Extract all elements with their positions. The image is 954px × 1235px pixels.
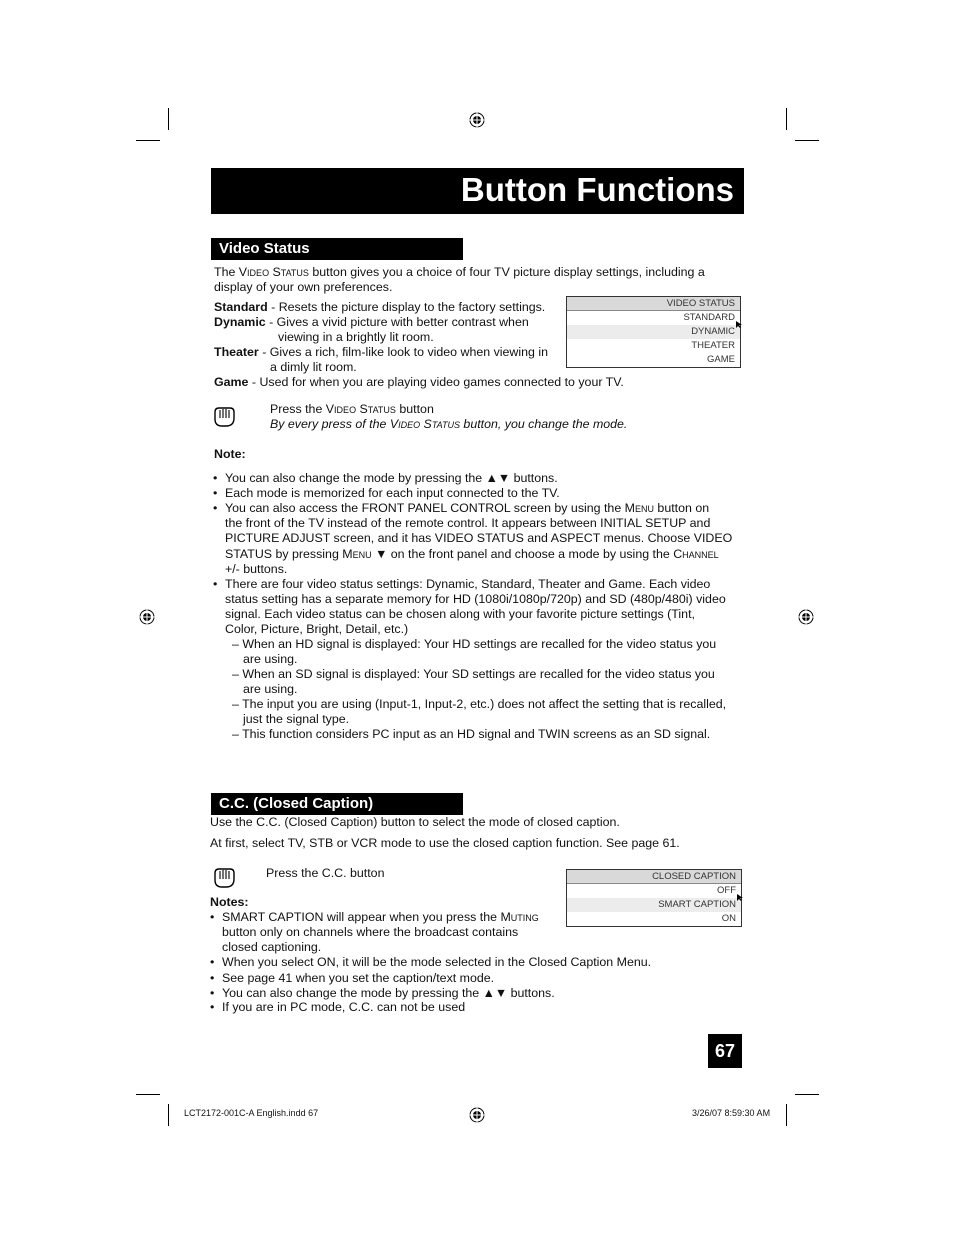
closed-caption-menu xyxy=(566,869,742,927)
note-item-line: button only on channels where the broadcast contains xyxy=(222,925,519,939)
note-item-line: +/- buttons. xyxy=(225,562,288,576)
video-status-intro: The Video Status button gives you a choice of four TV picture display settings, including a xyxy=(214,265,705,279)
bullet: • xyxy=(210,910,215,924)
note-item-line: Color, Picture, Bright, Detail, etc.) xyxy=(225,622,409,636)
press-video-status-instruction: Press the Video Status button xyxy=(270,402,434,416)
note-item: If you are in PC mode, C.C. can not be used xyxy=(222,1000,466,1014)
note-item: SMART CAPTION will appear when you press the Muting xyxy=(222,910,539,924)
note-item-line: STATUS by pressing Menu ▼ on the front panel and choose a mode by using the Channel xyxy=(225,547,719,561)
note-item-line: status setting has a separate memory for HD (1080i/1080p/720p) and SD (480p/480i) video xyxy=(225,592,726,606)
crop-mark xyxy=(168,1104,169,1126)
crop-mark xyxy=(795,1094,819,1095)
menu-item-theater: THEATER xyxy=(691,340,735,351)
press-video-status-detail: By every press of the Video Status button, you change the mode. xyxy=(270,417,628,431)
section-heading-closed-caption: C.C. (Closed Caption) xyxy=(211,793,463,815)
crop-mark xyxy=(136,1094,160,1095)
note-subitem-line: just the signal type. xyxy=(243,712,350,726)
bullet: • xyxy=(213,471,218,485)
note-item: When you select ON, it will be the mode selected in the Closed Caption Menu. xyxy=(222,955,652,969)
crop-mark xyxy=(786,1104,787,1126)
bullet: • xyxy=(210,971,215,985)
note-item: See page 41 when you set the caption/text mode. xyxy=(222,971,495,985)
note-item-line: PICTURE ADJUST screen, and it has VIDEO STATUS and ASPECT menus. Choose VIDEO xyxy=(225,531,733,545)
dynamic-description: Dynamic - Gives a vivid picture with better contrast when xyxy=(214,315,529,329)
cursor-arrow-icon xyxy=(735,320,743,329)
note-subitem: – When an SD signal is displayed: Your SD settings are recalled for the video status you xyxy=(232,667,715,681)
note-item: There are four video status settings: Dynamic, Standard, Theater and Game. Each video xyxy=(225,577,711,591)
bullet: • xyxy=(210,1000,215,1014)
registration-mark-icon xyxy=(469,1107,485,1123)
registration-mark-icon xyxy=(469,112,485,128)
dynamic-description-line2: viewing in a brightly lit room. xyxy=(278,330,434,344)
note-subitem-line: are using. xyxy=(243,652,298,666)
bullet: • xyxy=(210,955,215,969)
footer-timestamp: 3/26/07 8:59:30 AM xyxy=(692,1108,771,1118)
registration-mark-icon xyxy=(139,609,155,625)
video-status-menu-header: VIDEO STATUS xyxy=(567,297,740,311)
bullet: • xyxy=(213,501,218,515)
page-number: 67 xyxy=(708,1034,742,1068)
note-item: You can also change the mode by pressing the ▲▼ buttons. xyxy=(222,986,555,1000)
menu-item-standard: STANDARD xyxy=(683,312,735,323)
hand-press-icon xyxy=(212,404,238,430)
cursor-arrow-icon xyxy=(736,893,744,902)
note-item: You can also access the FRONT PANEL CONTROL screen by using the Menu button on xyxy=(225,501,710,515)
note-label: Note: xyxy=(214,447,246,461)
note-item: You can also change the mode by pressing the ▲▼ buttons. xyxy=(225,471,558,485)
video-status-intro-line2: display of your own preferences. xyxy=(214,280,393,294)
note-item-line: the front of the TV instead of the remote control. It appears between INITIAL SETUP and xyxy=(225,516,711,530)
section-heading-video-status: Video Status xyxy=(211,238,463,260)
closed-caption-intro-line2: At first, select TV, STB or VCR mode to use the closed caption function. See page 61. xyxy=(210,836,680,850)
standard-description: Standard - Resets the picture display to the factory settings. xyxy=(214,300,546,314)
page-title: Button Functions xyxy=(460,171,734,208)
note-subitem: – The input you are using (Input-1, Input-2, etc.) does not affect the setting that is recalled, xyxy=(232,697,727,711)
theater-description: Theater - Gives a rich, film-like look to video when viewing in xyxy=(214,345,548,359)
note-subitem-line: are using. xyxy=(243,682,298,696)
footer-file-name: LCT2172-001C-A English.indd 67 xyxy=(184,1108,319,1118)
note-subitem: – This function considers PC input as an HD signal and TWIN screens as an SD signal. xyxy=(232,727,711,741)
theater-description-line2: a dimly lit room. xyxy=(270,360,357,374)
menu-item-game: GAME xyxy=(707,354,735,365)
title-bar xyxy=(211,168,744,214)
crop-mark xyxy=(786,108,787,130)
notes-label: Notes: xyxy=(210,895,249,909)
note-item-line: signal. Each video status can be chosen along with your favorite picture settings (Tint, xyxy=(225,607,695,621)
note-subitem: – When an HD signal is displayed: Your HD settings are recalled for the video status you xyxy=(232,637,717,651)
note-item-line: closed captioning. xyxy=(222,940,322,954)
press-cc-instruction: Press the C.C. button xyxy=(266,866,385,880)
game-description: Game - Used for when you are playing video games connected to your TV. xyxy=(214,375,624,389)
menu-item-smart-caption: SMART CAPTION xyxy=(567,898,741,912)
note-item: Each mode is memorized for each input connected to the TV. xyxy=(225,486,560,500)
crop-mark xyxy=(168,108,169,130)
menu-item-off: OFF xyxy=(717,885,736,896)
registration-mark-icon xyxy=(798,609,814,625)
closed-caption-intro: Use the C.C. (Closed Caption) button to select the mode of closed caption. xyxy=(210,815,620,829)
bullet: • xyxy=(213,486,218,500)
video-status-menu xyxy=(566,296,741,368)
crop-mark xyxy=(136,140,160,141)
hand-press-icon xyxy=(212,865,238,891)
menu-item-dynamic: DYNAMIC xyxy=(567,325,740,339)
crop-mark xyxy=(795,140,819,141)
bullet: • xyxy=(210,986,215,1000)
bullet: • xyxy=(213,577,218,591)
closed-caption-menu-header: CLOSED CAPTION xyxy=(567,870,741,884)
menu-item-on: ON xyxy=(721,913,736,924)
